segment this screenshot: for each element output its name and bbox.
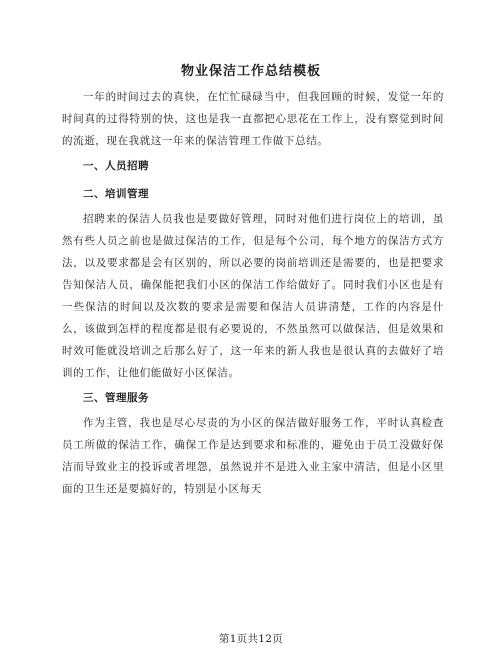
service-paragraph: 作为主管，我也是尽心尽责的为小区的保洁做好服务工作，平时认真检查员工所做的保洁工作，确保工作是达到要求和标准的，避免由于员工没做好保洁而导致业主的投诉或者埋怨，虽然说并不是进入业主家中清洁，但是小区里面的卫生还是要搞好的，特别是小区每天 <box>62 417 444 495</box>
section-heading-recruitment: 一、人员招聘 <box>83 160 149 172</box>
document-title: 物业保洁工作总结模板 <box>180 64 321 79</box>
document-body <box>62 86 444 500</box>
intro-paragraph: 一年的时间过去的真快，在忙忙碌碌当中，但我回顾的时候，发觉一年的时间真的过得特别的快，这也是我一直都把心思花在工作上，没有察觉到时间的流逝，现在我就这一年来的保洁管理工作做下总结。 <box>62 91 444 147</box>
section-heading-training: 二、培训管理 <box>83 188 149 200</box>
page-number-footer: 第1页共12页 <box>218 633 284 645</box>
section-heading-service: 三、管理服务 <box>83 392 149 404</box>
training-paragraph: 招聘来的保洁人员我也是要做好管理，同时对他们进行岗位上的培训，虽然有些人员之前也是做过保洁的工作，但是每个公司，每个地方的保洁方式方法，以及要求都是会有区别的，所以必要的岗前培训还是需要的，也是把要求告知保洁人员，确保能把我们小区的保洁工作给做好了。同时我们小区也是有一些保洁的时间以及次数的要求是需要和保洁人员讲清楚，工作的内容是什么，该做到怎样的程度都是很有必要说的，不然虽然可以做保洁，但是效果和时效可能就没培训之后那么好了，这一年来的新人我也是很认真的去做好了培训的工作，让他们能做好小区保洁。 <box>62 213 444 379</box>
